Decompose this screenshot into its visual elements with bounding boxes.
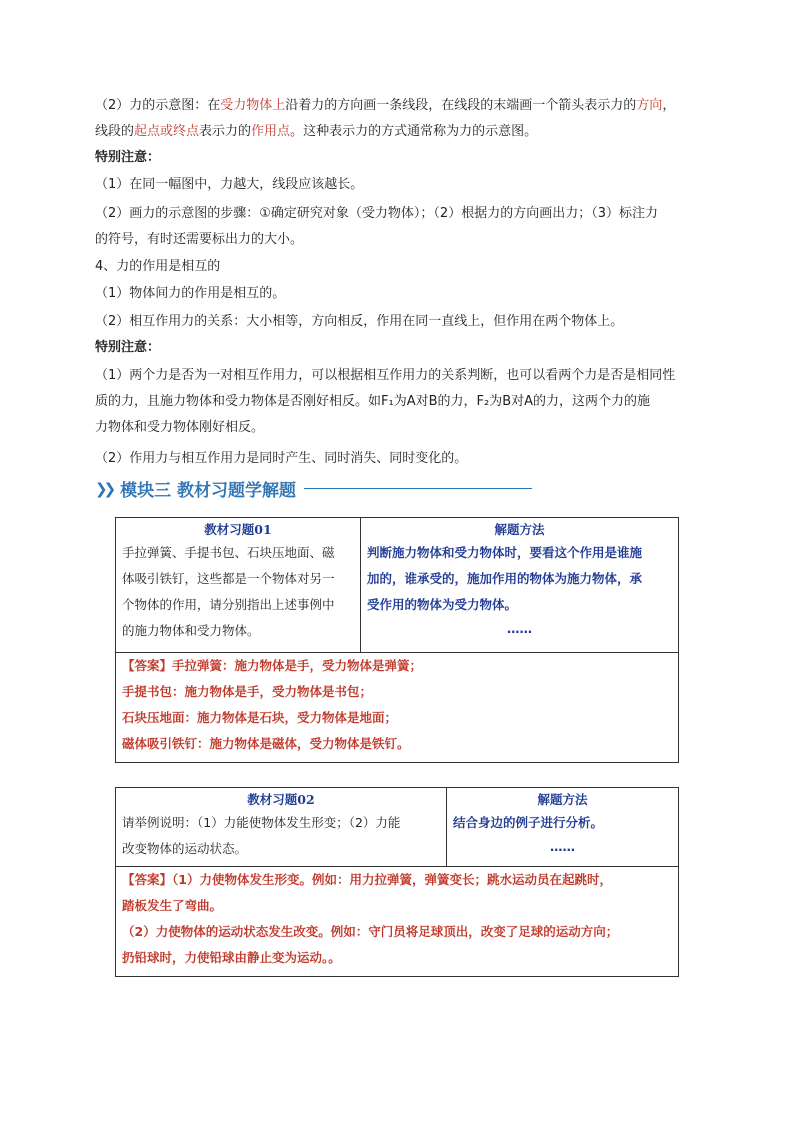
answer-line: （2）力使物体的运动状态发生改变。例如：守门员将足球顶出，改变了足球的运动方向； — [122, 924, 619, 939]
method-title: 解题方法 — [537, 792, 588, 807]
question-line: 个物体的作用，请分别指出上述事例中 — [122, 597, 335, 612]
text-segment: 线段的 — [95, 124, 135, 139]
method-cell — [361, 518, 679, 653]
answer-cell — [116, 653, 679, 763]
note-item: （1）两个力是否为一对相互作用力，可以根据相互作用力的关系判断，也可以看两个力是否是相同性 — [95, 368, 676, 383]
method-line: 加的，谁承受的，施加作用的物体为施力物体，承 — [367, 571, 643, 586]
method-cell — [447, 788, 679, 867]
ellipsis: …… — [507, 621, 532, 636]
section-heading-4: 4、力的作用是相互的 — [95, 259, 221, 274]
note-item: （2）作用力与相互作用力是同时产生、同时消失、同时变化的。 — [95, 451, 468, 466]
highlight-point: 作用点 — [251, 124, 291, 139]
note-item: （2）画力的示意图的步骤：①确定研究对象（受力物体）；（2）根据力的方向画出力；（3）标注力 — [95, 206, 658, 221]
answer-line: 【答案】手拉弹簧：施力物体是手，受力物体是弹簧； — [122, 658, 423, 673]
question-line: 请举例说明：（1）力能使物体发生形变；（2）力能 — [122, 815, 401, 830]
text-segment: 。这种表示力的方式通常称为力的示意图。 — [290, 124, 538, 139]
answer-line: 手提书包：施力物体是手，受力物体是书包； — [122, 684, 373, 699]
force-diagram-line-1 — [95, 93, 705, 119]
question-line: 改变物体的运动状态。 — [122, 841, 248, 856]
method-line: 判断施力物体和受力物体时，要看这个作用是谁施 — [367, 545, 643, 560]
question-line: 的施力物体和受力物体。 — [122, 623, 260, 638]
question-line: 体吸引铁钉，这些都是一个物体对另一 — [122, 571, 335, 586]
method-line: 受作用的物体为受力物体。 — [367, 597, 518, 612]
text-segment: （2）力的示意图：在 — [95, 98, 221, 113]
answer-line: 踏板发生了弯曲。 — [122, 898, 223, 913]
question-line: 手拉弹簧、手提书包、石块压地面、磁 — [122, 545, 335, 560]
question-cell — [116, 788, 447, 867]
special-note-heading: 特别注意： — [95, 150, 161, 165]
note-item: 力物体和受力物体刚好相反。 — [95, 420, 265, 435]
text-segment: ， — [662, 98, 676, 113]
exercise-title: 教材习题01 — [204, 522, 272, 537]
answer-line: 【答案】（1）力使物体发生形变。例如：用力拉弹簧，弹簧变长；跳水运动员在起跳时， — [122, 872, 612, 887]
special-note-heading: 特别注意： — [95, 340, 161, 355]
ellipsis: …… — [550, 839, 575, 854]
answer-line: 磁体吸引铁钉：施力物体是磁体，受力物体是铁钉。 — [122, 736, 410, 751]
double-chevron-icon: ❯❯ — [95, 479, 113, 498]
question-cell — [116, 518, 361, 653]
section-title-bar — [95, 476, 532, 501]
note-item: 的符号，有时还需要标出力的大小。 — [95, 232, 304, 247]
exercise-table-1 — [115, 517, 679, 763]
exercise-title: 教材习题02 — [247, 792, 315, 807]
point-item: （1）物体间力的作用是相互的。 — [95, 286, 286, 301]
highlight-receiver: 受力物体上 — [220, 98, 286, 113]
answer-line: 石块压地面：施力物体是石块，受力物体是地面； — [122, 710, 398, 725]
highlight-direction: 方向 — [636, 98, 663, 113]
answer-cell — [116, 867, 679, 977]
section-divider — [304, 488, 532, 489]
force-diagram-line-2 — [95, 119, 705, 145]
answer-line: 扔铅球时，力使铅球由静止变为运动。。 — [122, 950, 341, 965]
text-segment: 表示力的 — [199, 124, 252, 139]
point-item: （2）相互作用力的关系：大小相等，方向相反，作用在同一直线上，但作用在两个物体上。 — [95, 314, 624, 329]
text-segment: 沿着力的方向画一条线段，在线段的末端画一个箭头表示力的 — [285, 98, 637, 113]
note-item: （1）在同一幅图中，力越大，线段应该越长。 — [95, 177, 364, 192]
exercise-table-2 — [115, 787, 679, 977]
method-title: 解题方法 — [494, 522, 545, 537]
section-title: 模块三 教材习题学解题 — [120, 481, 297, 501]
method-line: 结合身边的例子进行分析。 — [453, 815, 604, 830]
highlight-start-end: 起点或终点 — [134, 124, 200, 139]
note-item: 质的力，且施力物体和受力物体是否刚好相反。如F₁为A对B的力，F₂为B对A的力，这两个力的施 — [95, 394, 651, 409]
